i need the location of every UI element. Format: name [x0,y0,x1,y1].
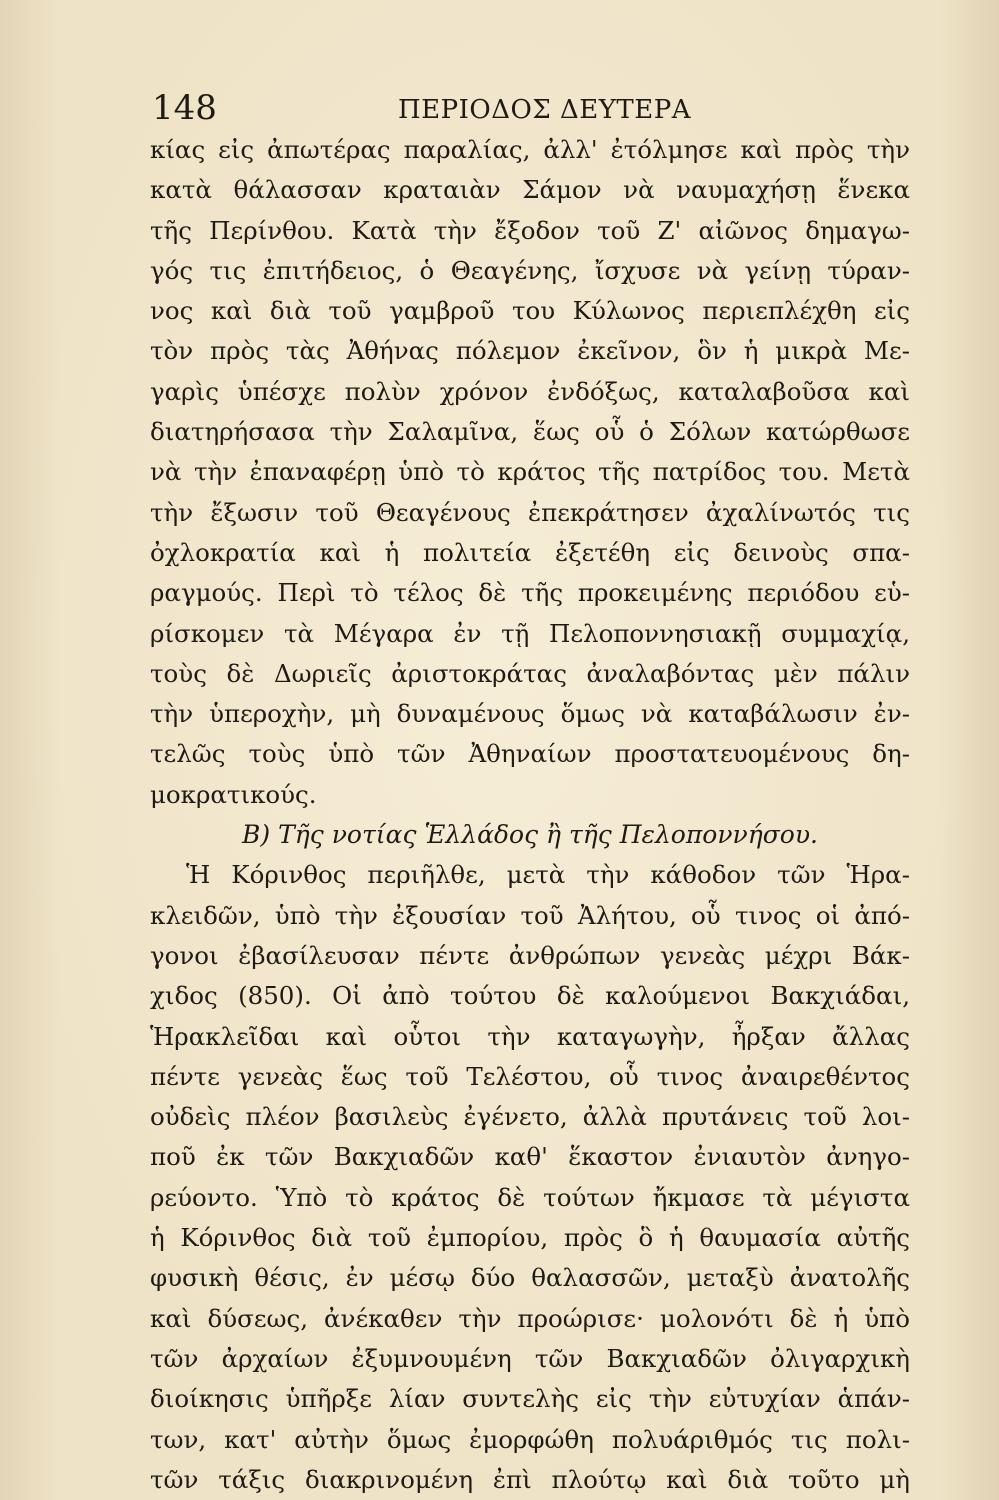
text-line: τοὺς δὲ Δωριεῖς ἀριστοκράτας ἀναλαβόντας μὲν πάλιν [150,658,910,688]
body-text [150,130,910,1500]
text-line: μοκρατικούς. [150,779,317,809]
page-header [150,86,910,130]
text-line: κίας εἰς ἀπωτέρας παραλίας, ἀλλ' ἐτόλμησε καὶ πρὸς τὴν [150,135,910,164]
text-line: γονοι ἐβασίλευσαν πέντε ἀνθρώπων γενεὰς μέχρι Βάκ- [150,940,910,970]
text-line: ρίσκομεν τὰ Μέγαρα ἐν τῇ Πελοποννησιακῇ συμμαχίᾳ, [150,618,910,648]
text-line: γαρὶς ὑπέσχε πολὺν χρόνον ἐνδόξως, καταλαβοῦσα καὶ [150,376,910,406]
text-line: νος καὶ διὰ τοῦ γαμβροῦ του Κύλωνος περιεπλέχθη εἰς [150,296,910,326]
text-line: οὐδεὶς πλέον βασιλεὺς ἐγένετο, ἀλλὰ πρυτάνεις τοῦ λοι- [150,1102,910,1132]
text-line: τῶν τάξις διακρινομένη ἐπὶ πλούτῳ καὶ διὰ τοῦτο μὴ [150,1464,910,1494]
text-line: τὴν ὑπεροχὴν, μὴ δυναμένους ὅμως νὰ καταβάλωσιν ἐν- [150,699,910,729]
text-line: χιδος (850). Οἱ ἀπὸ τούτου δὲ καλούμενοι Βακχιάδαι, [150,981,910,1011]
text-line: τὴν ἔξωσιν τοῦ Θεαγένους ἐπεκράτησεν ἀχαλίνωτός τις [150,497,910,527]
text-line: νὰ τὴν ἐπαναφέρῃ ὑπὸ τὸ κράτος τῆς πατρίδος του. Μετὰ [150,457,910,487]
text-line: φυσικὴ θέσις, ἐν μέσῳ δύο θαλασσῶν, μεταξὺ ἀνατολῆς [150,1263,910,1293]
text-line: Ἡρακλεῖδαι καὶ οὗτοι τὴν καταγωγὴν, ἦρξαν ἄλλας [150,1021,910,1051]
text-line: διατηρήσασα τὴν Σαλαμῖνα, ἕως οὗ ὁ Σόλων κατώρθωσε [150,417,910,447]
page-number: 148 [152,88,217,128]
text-line: πέντε γενεὰς ἕως τοῦ Τελέστου, οὗ τινος ἀναιρεθέντος [150,1061,910,1091]
text-line: γός τις ἐπιτήδειος, ὁ Θεαγένης, ἴσχυσε νὰ γείνῃ τύραν- [150,255,910,285]
text-line: διοίκησις ὑπῆρξε λίαν συντελὴς εἰς τὴν εὐτυχίαν ἁπάν- [150,1384,910,1414]
text-line: Ἡ Κόρινθος περιῆλθε, μετὰ τὴν κάθοδον τῶν Ἡρα- [186,860,910,890]
text-line: ποῦ ἐκ τῶν Βακχιαδῶν καθ' ἕκαστον ἐνιαυτὸν ἀνηγο- [150,1142,910,1172]
text-line: ὀχλοκρατία καὶ ἡ πολιτεία ἐξετέθη εἰς δεινοὺς σπα- [150,537,910,567]
text-line: των, κατ' αὐτὴν ὅμως ἐμορφώθη πολυάριθμός τις πολι- [150,1424,910,1454]
text-line: τελῶς τοὺς ὑπὸ τῶν Ἀθηναίων προστατευομένους δη- [150,739,910,769]
text-line: κατὰ θάλασσαν κραταιὰν Σάμον νὰ ναυμαχήσῃ ἕνεκα [150,175,910,205]
text-line: τῆς Περίνθου. Κατὰ τὴν ἔξοδον τοῦ Ζ' αἰῶνος δημαγω- [150,215,910,245]
text-line: ἡ Κόρινθος διὰ τοῦ ἐμπορίου, πρὸς ὃ ἡ θαυμασία αὐτῆς [150,1223,910,1253]
section-heading: Β) Τῆς νοτίας Ἑλλάδος ἢ τῆς Πελοποννήσου. [242,820,818,850]
text-line: καὶ δύσεως, ἀνέκαθεν τὴν προώρισε· μολονότι δὲ ἡ ὑπὸ [150,1303,910,1333]
text-line: ραγμούς. Περὶ τὸ τέλος δὲ τῆς προκειμένης περιόδου εὑ- [150,578,910,608]
text-line: τῶν ἀρχαίων ἐξυμνουμένη τῶν Βακχιαδῶν ὀλιγαρχικὴ [150,1343,910,1373]
running-title: ΠΕΡΙΟΔΟΣ ΔΕΥΤΕΡΑ [398,95,691,125]
text-line: τὸν πρὸς τὰς Ἀθήνας πόλεμον ἐκεῖνον, ὃν ἡ μικρὰ Με- [150,336,910,366]
text-line: κλειδῶν, ὑπὸ τὴν ἐξουσίαν τοῦ Ἀλήτου, οὗ τινος οἱ ἀπό- [150,900,910,930]
text-line: ρεύοντο. Ὑπὸ τὸ κράτος δὲ τούτων ἤκμασε τὰ μέγιστα [150,1182,910,1212]
